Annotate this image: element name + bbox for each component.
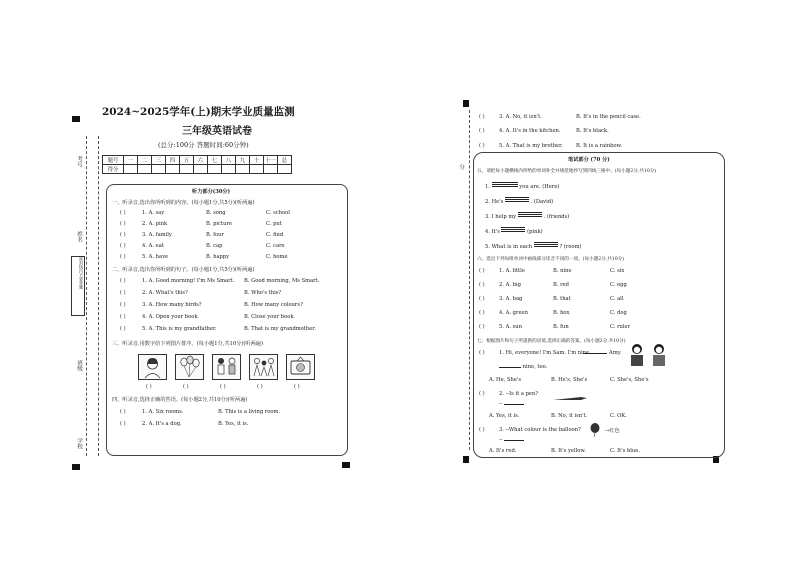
option-a: 1. A. say: [142, 210, 165, 216]
q2-text: 2. --Is it a pen?: [499, 391, 539, 397]
option-b: B. It's black.: [576, 128, 609, 134]
four-line-grid[interactable]: [505, 197, 529, 203]
option-b: B. that: [553, 296, 571, 302]
section-4-heading: 四、听录音,选择正确的答语。(每小题2分,共10分)(听两遍): [112, 397, 248, 403]
option-c: C. all: [610, 296, 624, 302]
score-cell[interactable]: [250, 165, 264, 174]
binding-line: [98, 136, 99, 456]
exam-meta: (总分:100分 答题时间:60分钟): [158, 141, 249, 149]
option-b: B. It's in the pencil case.: [576, 114, 641, 120]
section-7-heading: 七、根据图片和句子所提供的语境,选择正确的答案。(每小题2分,共10分): [477, 339, 626, 344]
q3-hint: →红色: [605, 428, 620, 434]
option-c: C. six: [610, 268, 625, 274]
option-c: C. school: [266, 210, 290, 216]
fill-suffix: . (friends): [543, 214, 570, 220]
answer-bracket[interactable]: ( ): [120, 221, 126, 227]
answer-bracket[interactable]: ( ): [120, 302, 126, 308]
balloon-icon: [589, 422, 601, 436]
section-2-heading: 二、听录音,选出你所听到的句子。(每小题1分,共5分)(听两遍): [112, 267, 255, 273]
answer-bracket[interactable]: ( ): [120, 254, 126, 260]
option-a: 3. A. family: [142, 232, 172, 238]
option-c: C. dog: [610, 310, 627, 316]
score-col: 九: [236, 156, 250, 165]
option-b: B. nine: [553, 268, 572, 274]
answer-bracket[interactable]: ( ): [120, 278, 126, 284]
answer-bracket[interactable]: ( ): [479, 310, 485, 316]
option-c: C. ruler: [610, 324, 631, 330]
option-b: B. No, it isn't.: [551, 413, 588, 419]
score-col: 一: [124, 156, 138, 165]
option-b: B. It's yellow.: [551, 448, 586, 454]
option-a: 5. A. This is my grandfather.: [142, 326, 217, 332]
q2-answer-line: [499, 401, 524, 407]
q1-line2: [499, 364, 547, 370]
option-a: 5. A. sun: [499, 324, 522, 330]
score-cell[interactable]: [124, 165, 138, 174]
option-b: B. Good morning, Ms Smart.: [244, 278, 320, 284]
score-col: 六: [194, 156, 208, 165]
picture-bracket[interactable]: ( ): [146, 384, 152, 390]
option-a: 2. A. big: [499, 282, 521, 288]
score-col: 四: [166, 156, 180, 165]
registration-mark: [463, 456, 469, 463]
option-b: B. It is a rainbow.: [576, 143, 623, 149]
score-table-row-head: 题号: [103, 156, 124, 165]
registration-mark: [72, 116, 80, 122]
score-cell[interactable]: [194, 165, 208, 174]
fill-line: [485, 227, 543, 235]
option-a: A. Yes, it is.: [489, 413, 520, 419]
tv-picture: [286, 354, 315, 380]
exam-title: 2024~2025学年(上)期末学业质量监测: [102, 106, 295, 118]
option-b: B. That is my grandmother.: [244, 326, 316, 332]
option-a: 5. A. have: [142, 254, 169, 260]
score-table: [102, 155, 292, 174]
answer-bracket[interactable]: ( ): [479, 143, 485, 149]
q3-dash: --: [499, 437, 503, 443]
fill-suffix: . (David): [530, 199, 554, 205]
class-label: 班级: [76, 360, 82, 372]
option-c: C. It's blue.: [610, 448, 640, 454]
option-c: C. OK.: [610, 413, 627, 419]
q2-dash: --: [499, 401, 503, 407]
exam-subtitle: 三年级英语试卷: [182, 126, 252, 137]
fill-suffix: (pink): [527, 229, 543, 235]
score-col: 三: [152, 156, 166, 165]
score-margin-label: 分: [458, 164, 464, 170]
score-cell[interactable]: [138, 165, 152, 174]
answer-bracket[interactable]: ( ): [479, 350, 485, 356]
left-exam-page: [66, 96, 358, 466]
q1-blank[interactable]: [583, 350, 607, 356]
option-b: B. box: [553, 310, 570, 316]
option-c: C. home: [266, 254, 288, 260]
section-6-heading: 六、选出下列每组单词中画线部分读音不同的一项。(每小题2分,共10分): [477, 257, 625, 262]
answer-bracket[interactable]: ( ): [120, 290, 126, 296]
score-col: 八: [222, 156, 236, 165]
score-cell[interactable]: [278, 165, 292, 174]
written-header: 笔试部分 (70 分): [568, 157, 610, 163]
answer-bracket[interactable]: ( ): [120, 421, 126, 427]
option-a: 3. A. How many birds?: [142, 302, 202, 308]
registration-mark: [463, 100, 469, 107]
score-table-row-head: 得分: [103, 165, 124, 174]
fill-line: [485, 212, 569, 220]
section-5-heading: 五、请把每小题横线内所给的单词补全并规范地抄写到四线三格中。(每小题2分,共10分): [477, 169, 657, 174]
fill-prefix: 5. What is in each: [485, 244, 533, 250]
option-b: B. song: [206, 210, 226, 216]
option-a: 3. A. bag: [499, 296, 523, 302]
answer-bracket[interactable]: ( ): [479, 296, 485, 302]
option-b: B. four: [206, 232, 224, 238]
picture-bracket[interactable]: ( ): [294, 384, 300, 390]
option-a: 2. A. It's a dog.: [142, 421, 182, 427]
answer-bracket[interactable]: ( ): [479, 391, 485, 397]
option-b: B. Who's this?: [244, 290, 282, 296]
option-a: 4. A. green: [499, 310, 528, 316]
answer-bracket[interactable]: ( ): [479, 324, 485, 330]
option-a: 2. A. What's this?: [142, 290, 188, 296]
q1-blank-2[interactable]: [499, 367, 521, 368]
score-col: 七: [208, 156, 222, 165]
option-c: C. care: [266, 243, 285, 249]
fill-line: [485, 182, 559, 190]
score-col: 二: [138, 156, 152, 165]
school-label: 学校: [76, 438, 82, 450]
q1-line2-text: nine, too.: [522, 364, 548, 370]
q2-blank[interactable]: [504, 404, 524, 405]
binding-line: [469, 110, 470, 450]
answer-bracket[interactable]: ( ): [120, 314, 126, 320]
binding-line: [86, 136, 87, 456]
score-cell[interactable]: [166, 165, 180, 174]
option-a: 2. A. pink: [142, 221, 168, 227]
four-line-grid[interactable]: [534, 242, 558, 248]
option-a: A. It's red.: [489, 448, 517, 454]
seal-warning: 密封线内不要答题: [71, 256, 85, 316]
answer-bracket[interactable]: ( ): [120, 232, 126, 238]
score-col: 五: [180, 156, 194, 165]
option-a: 1. A. Six rooms.: [142, 409, 184, 415]
fill-prefix: 4. It's: [485, 229, 500, 235]
answer-bracket[interactable]: ( ): [479, 128, 485, 134]
family-picture: [249, 354, 278, 380]
score-col: 十: [250, 156, 264, 165]
score-cell[interactable]: [236, 165, 250, 174]
option-a: 3. A. No, it isn't.: [499, 114, 542, 120]
answer-bracket[interactable]: ( ): [479, 114, 485, 120]
option-a: 1. A. Good morning! I'm Ms Smart.: [142, 278, 235, 284]
picture-bracket[interactable]: ( ): [183, 384, 189, 390]
option-b: B. How many colours?: [244, 302, 303, 308]
option-c: C. egg: [610, 282, 627, 288]
answer-bracket[interactable]: ( ): [120, 326, 126, 332]
sam-and-amy-picture: [623, 342, 675, 366]
fill-suffix: ? (room): [559, 244, 582, 250]
option-b: B. fun: [553, 324, 569, 330]
option-c: C. put: [266, 221, 282, 227]
option-b: B. Close your book.: [244, 314, 296, 320]
option-c: C. She's, She's: [610, 377, 649, 383]
score-cell[interactable]: [222, 165, 236, 174]
option-b: B. happy: [206, 254, 230, 260]
fill-line: [485, 242, 582, 250]
listening-header: 听力部分(30分): [192, 189, 231, 195]
four-line-grid[interactable]: [501, 227, 525, 233]
two-kids-picture: [212, 354, 241, 380]
option-a: A. He, She's: [489, 377, 521, 383]
picture-bracket[interactable]: ( ): [220, 384, 226, 390]
pencil-picture: [551, 389, 591, 399]
q3-text: 3. --What colour is the balloon?: [499, 427, 581, 433]
fill-suffix: you are. (Here): [519, 184, 560, 190]
fill-line: [485, 197, 553, 205]
option-b: B. He's, She's: [551, 377, 588, 383]
answer-bracket[interactable]: ( ): [120, 409, 126, 415]
score-cell[interactable]: [208, 165, 222, 174]
option-b: B. red: [553, 282, 569, 288]
q3-answer-line: [499, 437, 524, 443]
score-cell[interactable]: [264, 165, 278, 174]
four-line-grid[interactable]: [518, 212, 542, 218]
q3-blank[interactable]: [504, 440, 524, 441]
answer-bracket[interactable]: ( ): [479, 282, 485, 288]
answer-bracket[interactable]: ( ): [479, 427, 485, 433]
option-c: C. find: [266, 232, 284, 238]
score-cell[interactable]: [152, 165, 166, 174]
name-label: 姓名: [76, 231, 82, 243]
answer-bracket[interactable]: ( ): [120, 243, 126, 249]
q1-text: 1. Hi, everyone! I'm Sam. I'm nine.: [499, 350, 591, 356]
option-a: 1. A. little: [499, 268, 525, 274]
fill-prefix: 2. He's: [485, 199, 504, 205]
exam-number-label: 考号: [76, 156, 82, 168]
section-1-heading: 一、听录音,选出你所听到的内容。(每小题1分,共5分)(听两遍): [112, 200, 255, 206]
fill-prefix: 1.: [485, 184, 490, 190]
q1-tail: Amy.: [609, 350, 622, 356]
option-a: 4. A. It's in the kitchen.: [499, 128, 561, 134]
option-b: B. This is a living room.: [218, 409, 281, 415]
option-b: B. cap: [206, 243, 223, 249]
option-a: 4. A. Open your book.: [142, 314, 200, 320]
score-cell[interactable]: [180, 165, 194, 174]
score-col: 十一: [264, 156, 278, 165]
option-b: B. Yes, it is.: [218, 421, 249, 427]
four-line-grid[interactable]: [492, 182, 518, 188]
section-3-heading: 三、听录音,用数字给下列图片排序。(每小题1分,共10分)(听两遍): [112, 341, 263, 347]
answer-bracket[interactable]: ( ): [479, 268, 485, 274]
fill-prefix: 3. I help my: [485, 214, 517, 220]
score-col: 总: [278, 156, 292, 165]
answer-bracket[interactable]: ( ): [120, 210, 126, 216]
option-a: 5. A. That is my brother.: [499, 143, 563, 149]
right-exam-page: [455, 100, 727, 462]
girl-picture: [138, 354, 167, 380]
picture-bracket[interactable]: ( ): [257, 384, 263, 390]
registration-mark: [72, 464, 80, 470]
registration-mark: [342, 462, 350, 468]
option-a: 4. A. eat: [142, 243, 164, 249]
balloons-picture: [175, 354, 204, 380]
option-b: B. picture: [206, 221, 232, 227]
